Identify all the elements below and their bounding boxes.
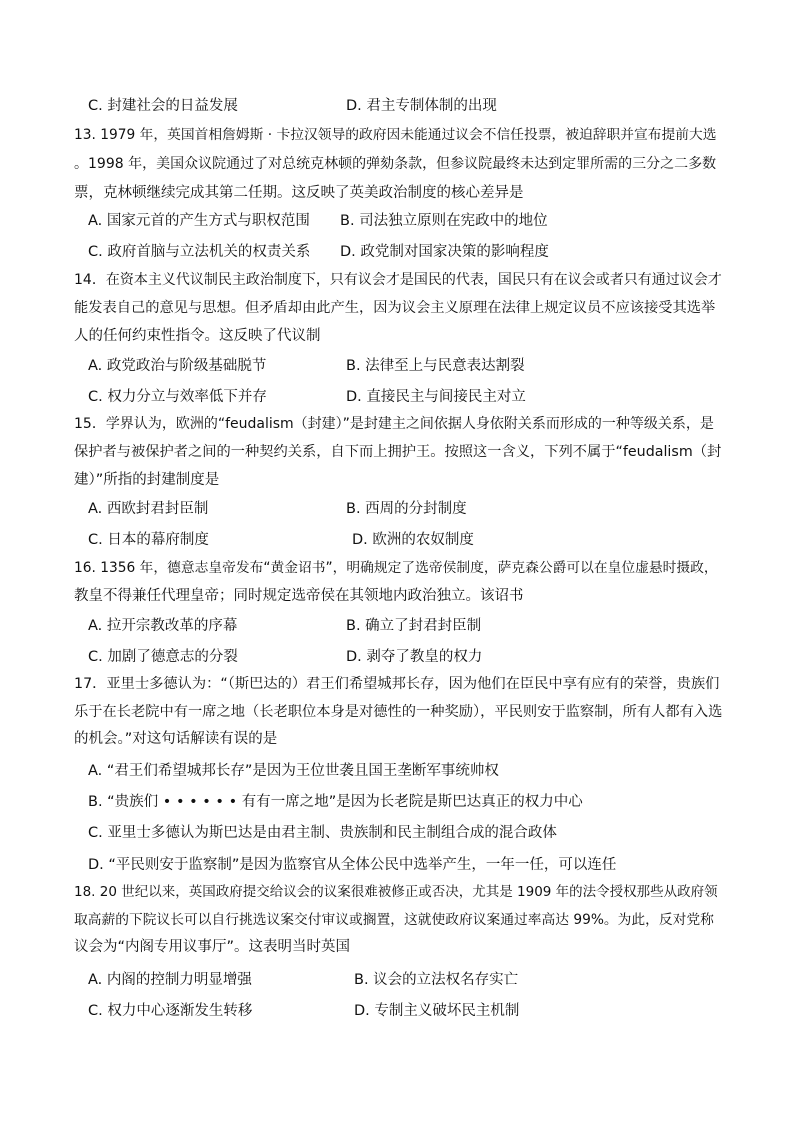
- q13-option-c: C. 政府首脑与立法机关的权责关系: [88, 244, 311, 260]
- q14-stem-line-2: 能发表自己的意见与思想。但矛盾却由此产生，因为议会主义原理在法律上规定议员不应该接受其选举: [74, 300, 716, 316]
- q18-option-c: C. 权力中心逐渐发生转移: [88, 1003, 253, 1019]
- q15-option-a: A. 西欧封君封臣制: [88, 501, 209, 517]
- q18-option-a: A. 内阁的控制力明显增强: [88, 972, 252, 988]
- q12-option-c: C. 封建社会的日益发展: [88, 98, 238, 114]
- q16-option-d: D. 剥夺了教皇的权力: [346, 649, 483, 665]
- q14-option-d: D. 直接民主与间接民主对立: [346, 389, 526, 405]
- q16-stem-line-1: 16. 1356 年，德意志皇帝发布“黄金诏书”，明确规定了选帝侯制度，萨克森公爵可以在皇位虚悬时摄政，: [74, 560, 718, 576]
- q15-stem-line-2: 保护者与被保护者之间的一种契约关系，自下而上拥护王。按照这一含义，下列不属于“feudalism（封: [74, 444, 722, 460]
- q18-option-d: D. 专制主义破坏民主机制: [354, 1003, 520, 1019]
- q16-option-b: B. 确立了封君封臣制: [346, 618, 482, 634]
- q13-stem-line-2: 。1998 年，美国众议院通过了对总统克林顿的弹劾条款，但参议院最终未达到定罪所需的三分之二多数: [74, 156, 717, 172]
- q15-option-b: B. 西周的分封制度: [346, 501, 467, 517]
- q15-stem-line-3: 建）”所指的封建制度是: [74, 472, 220, 488]
- q14-stem-line-3: 人的任何约束性指令。这反映了代议制: [74, 328, 321, 344]
- q14-option-b: B. 法律至上与民意表达割裂: [346, 358, 525, 374]
- q18-stem-line-1: 18. 20 世纪以来，英国政府提交给议会的议案很难被修正或否决，尤其是 1909 年的法令授权那些从政府领: [74, 884, 718, 900]
- q17-option-a: A. “君王们希望城邦长存”是因为王位世袭且国王垄断军事统帅权: [88, 763, 499, 779]
- q14-stem-line-1: 14．在资本主义代议制民主政治制度下，只有议会才是国民的代表，国民只有在议会或者只有通过议会才: [74, 272, 722, 288]
- q17-stem-line-1: 17．亚里士多德认为：“（斯巴达的）君王们希望城邦长存，因为他们在臣民中享有应有的荣誉，贵族们: [74, 676, 720, 692]
- q17-option-d: D. “平民则安于监察制”是因为监察官从全体公民中选举产生，一年一任，可以连任: [88, 857, 617, 873]
- q16-option-a: A. 拉开宗教改革的序幕: [88, 618, 238, 634]
- q13-stem-line-3: 票，克林顿继续完成其第二任期。这反映了英美政治制度的核心差异是: [74, 185, 524, 201]
- q18-option-b: B. 议会的立法权名存实亡: [354, 972, 519, 988]
- q16-stem-line-2: 教皇不得兼任代理皇帝；同时规定选帝侯在其领地内政治独立。该诏书: [74, 588, 524, 604]
- q15-option-d: D. 欧洲的农奴制度: [352, 532, 474, 548]
- q14-option-c: C. 权力分立与效率低下并存: [88, 389, 267, 405]
- q13-stem-line-1: 13. 1979 年，英国首相詹姆斯 · 卡拉汉领导的政府因未能通过议会不信任投票，被迫辞职并宣布提前大选: [74, 127, 717, 143]
- q15-option-c: C. 日本的幕府制度: [88, 532, 209, 548]
- q13-option-d: D. 政党制对国家决策的影响程度: [340, 244, 549, 260]
- q16-option-c: C. 加剧了德意志的分裂: [88, 649, 238, 665]
- q13-option-b: B. 司法独立原则在宪政中的地位: [340, 213, 548, 229]
- q15-stem-line-1: 15．学界认为，欧洲的“feudalism（封建）”是封建主之间依据人身依附关系而形成的一种等级关系，是: [74, 416, 714, 432]
- q14-option-a: A. 政党政治与阶级基础脱节: [88, 358, 267, 374]
- q18-stem-line-2: 取高薪的下院议长可以自行挑选议案交付审议或搁置，这就使政府议案通过率高达 99%。为此，反对党称: [74, 912, 714, 928]
- q17-stem-line-3: 的机会。”对这句话解读有误的是: [74, 731, 278, 747]
- q17-stem-line-2: 乐于在长老院中有一席之地（长老职位本身是对德性的一种奖励），平民则安于监察制，所有人都有入选: [74, 704, 723, 720]
- q13-option-a: A. 国家元首的产生方式与职权范围: [88, 213, 310, 229]
- q17-option-c: C. 亚里士多德认为斯巴达是由君主制、贵族制和民主制组合成的混合政体: [88, 825, 557, 841]
- q18-stem-line-3: 议会为“内阁专用议事厅”。这表明当时英国: [74, 939, 351, 955]
- q17-option-b: B. “贵族们 • • • • • • 有有一席之地”是因为长老院是斯巴达真正的权力中心: [88, 794, 583, 810]
- q12-option-d: D. 君主专制体制的出现: [346, 98, 497, 114]
